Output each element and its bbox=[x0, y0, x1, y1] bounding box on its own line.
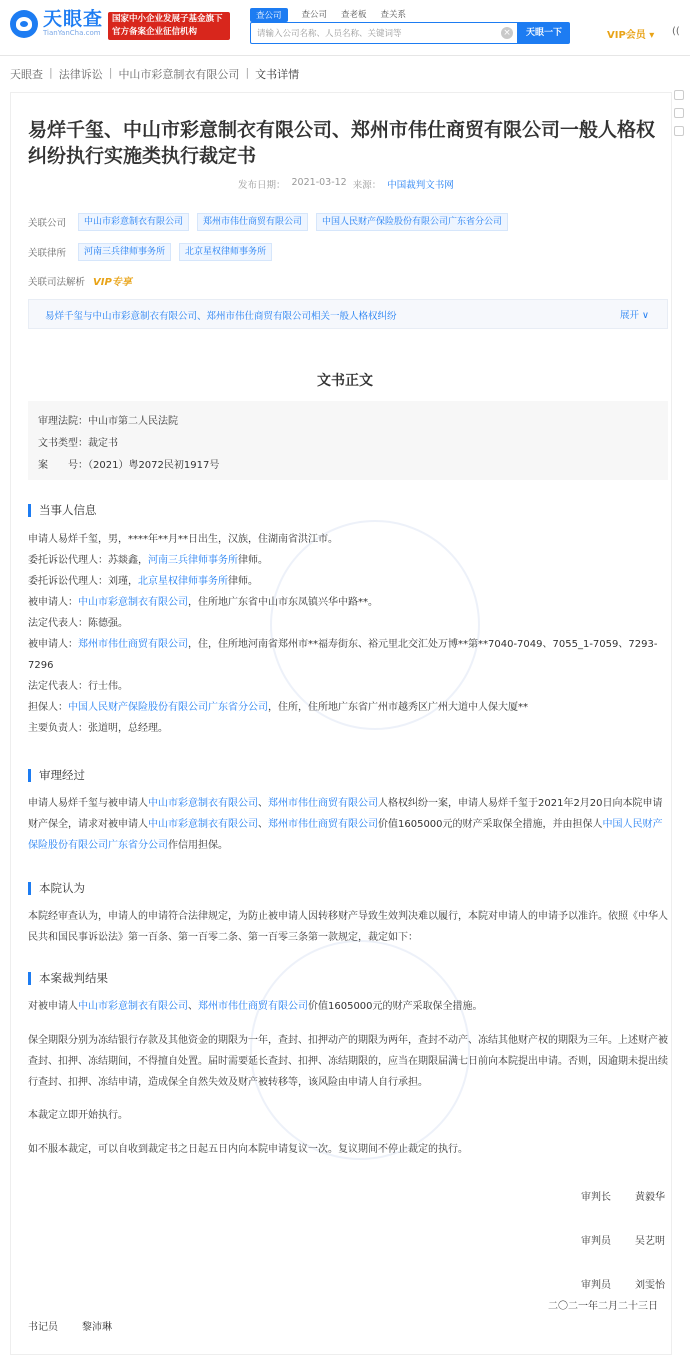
ruling-date: 二〇二一年二月二十三日 bbox=[548, 1301, 658, 1312]
print-icon[interactable] bbox=[674, 126, 684, 136]
party-line: 担保人：中国人民财产保险股份有限公司广东省分公司，住所，住所地广东省广州市越秀区广州大道中人保大厦** bbox=[28, 702, 528, 713]
logo-domain: TianYanCha.com bbox=[43, 29, 101, 37]
tab-search-relation[interactable]: 查关系 bbox=[380, 10, 407, 20]
opinion-paragraph: 本院经审查认为，申请人的申请符合法律规定，为防止被申请人因转移财产导致生效判决难以履行，本院对申请人的申请予以准许。依照《中华人民共和国民事诉讼法》第一百条、第一百零二条、第一百零三条第一款规定，裁定如下： bbox=[28, 911, 668, 943]
source-link[interactable]: 中国裁判文书网 bbox=[387, 180, 454, 191]
chief-judge-name: 黄毅华 bbox=[635, 1192, 665, 1203]
promo-banner[interactable] bbox=[108, 12, 230, 40]
party-line: 被申请人：郑州市伟仕商贸有限公司，住，住所地河南省郑州市**福寿街东、裕元里北交汇处万博**第**7040-7049、7055_1-7059、7293-7296 bbox=[28, 639, 658, 671]
judge-title: 审判员 bbox=[581, 1236, 611, 1247]
breadcrumb-separator: | bbox=[108, 66, 113, 79]
section-heading-result: 本案裁判结果 bbox=[28, 972, 108, 985]
law-firm-link[interactable]: 北京星权律师事务所 bbox=[138, 576, 228, 587]
related-law-firms bbox=[28, 243, 272, 261]
party-line: 申请人易烊千玺，男，****年**月**日出生，汉族，住湖南省洪江市。 bbox=[28, 534, 338, 545]
party-line: 被申请人：中山市彩意制衣有限公司，住所地广东省中山市东凤镇兴华中路**。 bbox=[28, 597, 378, 608]
law-firm-tag[interactable]: 河南三兵律师事务所 bbox=[78, 243, 171, 261]
related-companies bbox=[28, 213, 508, 231]
search-tabs bbox=[250, 8, 406, 22]
breadcrumb-home[interactable]: 天眼查 bbox=[10, 68, 43, 81]
judge-name: 吴艺明 bbox=[635, 1236, 665, 1247]
breadcrumb-current: 文书详情 bbox=[255, 68, 300, 81]
party-line: 法定代表人：行士伟。 bbox=[28, 681, 128, 692]
side-toolbar bbox=[674, 90, 684, 136]
section-heading-parties: 当事人信息 bbox=[28, 504, 97, 517]
breadcrumb bbox=[10, 66, 299, 82]
logo[interactable] bbox=[10, 9, 103, 38]
analysis-box bbox=[28, 299, 668, 329]
result-line: 对被申请人中山市彩意制衣有限公司、郑州市伟仕商贸有限公司价值1605000元的财产采取保全措施。 bbox=[28, 1001, 483, 1012]
promo-line-1: 国家中小企业发展子基金旗下 bbox=[112, 14, 223, 24]
result-line: 本裁定立即开始执行。 bbox=[28, 1110, 128, 1121]
publish-date: 2021-03-12 bbox=[291, 177, 347, 188]
parties-block bbox=[28, 529, 668, 739]
related-analysis bbox=[28, 273, 132, 288]
case-number-info: 案 号：（2021）粤2072民初1917号 bbox=[38, 460, 220, 471]
party-line: 法定代表人：陈德强。 bbox=[28, 618, 128, 629]
body-title: 文书正文 bbox=[317, 373, 373, 389]
tab-search-boss[interactable]: 查老板 bbox=[341, 10, 367, 20]
company-link[interactable]: 郑州市伟仕商贸有限公司 bbox=[268, 798, 378, 809]
logo-name: 天眼查 bbox=[43, 8, 104, 30]
source-label: 来源： bbox=[352, 180, 382, 191]
document-meta bbox=[238, 177, 454, 191]
company-link[interactable]: 中国人民财产保险股份有限公司广东省分公司 bbox=[68, 702, 268, 713]
company-tag[interactable]: 郑州市伟仕商贸有限公司 bbox=[197, 213, 308, 231]
download-icon[interactable] bbox=[674, 108, 684, 118]
law-firm-tag[interactable]: 北京星权律师事务所 bbox=[179, 243, 272, 261]
case-info-box bbox=[28, 401, 668, 480]
party-line: 委托诉讼代理人：刘瑾，北京星权律师事务所律师。 bbox=[28, 576, 258, 587]
logo-eye-icon bbox=[10, 10, 38, 38]
related-law-firms-label: 关联律所 bbox=[28, 248, 67, 259]
promo-line-2: 官方备案企业征信机构 bbox=[112, 27, 198, 37]
company-link[interactable]: 中山市彩意制衣有限公司 bbox=[148, 819, 258, 830]
search-placeholder: 请输入公司名称、人员名称、关键词等 bbox=[257, 29, 402, 39]
vip-member-menu[interactable]: VIP会员 ▾ bbox=[607, 30, 655, 41]
share-icon[interactable] bbox=[674, 90, 684, 100]
top-header bbox=[0, 0, 690, 56]
court-info: 审理法院：中山市第二人民法院 bbox=[38, 416, 178, 427]
section-heading-process: 审理经过 bbox=[28, 769, 85, 782]
expand-button[interactable]: 展开 ∨ bbox=[620, 310, 649, 321]
analysis-link[interactable]: 易烊千玺与中山市彩意制衣有限公司、郑州市伟仕商贸有限公司相关一般人格权纠纷 bbox=[45, 311, 397, 322]
company-link[interactable]: 郑州市伟仕商贸有限公司 bbox=[198, 1001, 308, 1012]
publish-label: 发布日期： bbox=[238, 180, 286, 191]
doc-type-info: 文书类型：裁定书 bbox=[38, 438, 118, 449]
search-input[interactable] bbox=[250, 22, 518, 44]
clear-icon[interactable]: × bbox=[501, 27, 513, 39]
party-line: 主要负责人：张道明，总经理。 bbox=[28, 723, 168, 734]
company-link[interactable]: 郑州市伟仕商贸有限公司 bbox=[268, 819, 378, 830]
company-link[interactable]: 中山市彩意制衣有限公司 bbox=[148, 798, 258, 809]
company-link[interactable]: 郑州市伟仕商贸有限公司 bbox=[78, 639, 188, 650]
chief-judge-title: 审判长 bbox=[581, 1192, 611, 1203]
process-paragraph: 申请人易烊千玺与被申请人中山市彩意制衣有限公司、郑州市伟仕商贸有限公司人格权纠纷一案，申请人易烊千玺于2021年2月20日向本院申请财产保全，请求对被申请人中山市彩意制衣有限公司、郑州市伟仕商贸有限公司价值1605000元的财产采取保全措施，并由担保人中国人民财产保险股份有限公司广东省分公司作信用担保。 bbox=[28, 798, 663, 851]
clerk-name: 黎沛琳 bbox=[82, 1322, 112, 1333]
clerk-title: 书记员 bbox=[28, 1322, 58, 1333]
breadcrumb-separator: | bbox=[245, 66, 250, 79]
document-title: 易烊千玺、中山市彩意制衣有限公司、郑州市伟仕商贸有限公司一般人格权纠纷执行实施类执行裁定书 bbox=[28, 119, 656, 167]
related-analysis-label: 关联司法解析 bbox=[28, 276, 86, 288]
company-link[interactable]: 中山市彩意制衣有限公司 bbox=[78, 1001, 188, 1012]
related-companies-label: 关联公司 bbox=[28, 218, 67, 229]
company-tag[interactable]: 中山市彩意制衣有限公司 bbox=[78, 213, 189, 231]
header-more-icon[interactable]: (( bbox=[672, 26, 680, 37]
judge-name: 刘雯怡 bbox=[635, 1280, 665, 1291]
company-link[interactable]: 中山市彩意制衣有限公司 bbox=[78, 597, 188, 608]
judge-title: 审判员 bbox=[581, 1280, 611, 1291]
tab-search-company[interactable]: 查公司 bbox=[301, 10, 328, 20]
result-line: 如不服本裁定，可以自收到裁定书之日起五日内向本院申请复议一次。复议期间不停止裁定的执行。 bbox=[28, 1144, 468, 1155]
result-paragraph: 保全期限分别为冻结银行存款及其他资金的期限为一年，查封、扣押动产的期限为两年，查封不动产、冻结其他财产权的期限为三年。上述财产被查封、扣押、冻结期间，不得擅自处置。届时需要延长查封、扣押、冻结期限的，应当在期限届满七日前向本院提出申请。否则，因逾期未提出续行查封、扣押、冻结申请，造成保全自然失效及财产被转移等，该风险由申请人自行承担。 bbox=[28, 1035, 668, 1088]
breadcrumb-separator: | bbox=[49, 66, 53, 79]
party-line: 委托诉讼代理人：苏燚鑫，河南三兵律师事务所律师。 bbox=[28, 555, 268, 566]
search-button[interactable]: 天眼一下 bbox=[518, 22, 570, 44]
breadcrumb-legal[interactable]: 法律诉讼 bbox=[58, 68, 103, 81]
vip-exclusive-badge: VIP专享 bbox=[93, 277, 132, 288]
law-firm-link[interactable]: 河南三兵律师事务所 bbox=[148, 555, 238, 566]
breadcrumb-company[interactable]: 中山市彩意制衣有限公司 bbox=[118, 68, 240, 81]
company-link[interactable]: 中国人民财产保险股份有限公司广东省分公司 bbox=[28, 819, 663, 851]
section-heading-opinion: 本院认为 bbox=[28, 882, 85, 895]
company-tag[interactable]: 中国人民财产保险股份有限公司广东省分公司 bbox=[316, 213, 508, 231]
tab-search-company-active[interactable]: 查公司 bbox=[250, 8, 288, 22]
